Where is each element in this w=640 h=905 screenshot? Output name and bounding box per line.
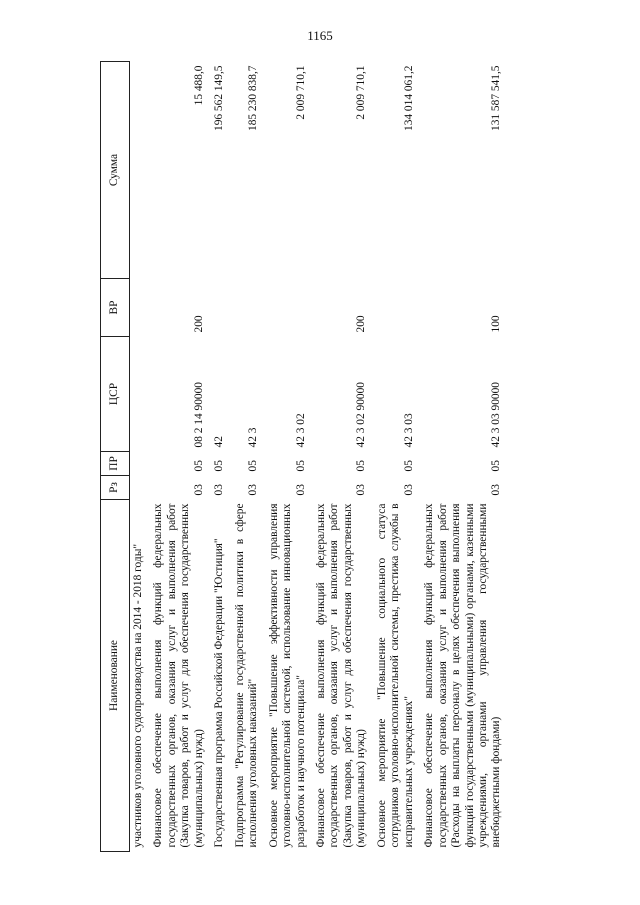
header-name: Наименование [101,500,130,852]
row-name: Финансовое обеспечение выполнения функций федеральных государственных органов, оказания услуг и выполнения работ (Закупка товаров, работ и услуг для обеспечения государственных (муниципальных) нужд) [152,503,205,848]
table-row [208,62,228,852]
table-row [263,62,310,852]
row-sum: 15 488,0 [192,65,205,106]
row-rz: 03 [213,484,226,496]
table-row [418,62,506,852]
header-csr: ЦСР [101,337,130,452]
table-row [371,62,418,852]
row-pr: 05 [355,460,368,472]
row-name: Государственная программа Российской Федерации "Юстиция" [213,538,226,848]
row-name: Подпрограмма "Регулирование государственной политики в сфере исполнения уголовных наказаний" [233,503,260,848]
row-pr: 05 [213,460,226,472]
row-csr: 42 3 02 [294,413,307,448]
row-pr: 05 [247,460,260,472]
row-name: Основное мероприятие "Повышение эффективности управления уголовно-исполнительной системой, использование инновационных разработок и научного потенциала" [267,503,307,848]
table-row [310,62,371,852]
row-sum: 185 230 838,7 [247,65,260,131]
rotated-page-content [100,62,630,852]
header-pr: ПР [101,452,130,476]
row-csr: 08 2 14 90000 [192,382,205,448]
row-rz: 03 [355,484,368,496]
row-vr [371,279,418,337]
table-row [130,62,148,852]
row-sum: 196 562 149,5 [213,65,226,131]
row-vr: 100 [490,315,503,333]
table-row [147,62,208,852]
row-name: участников уголовного судопроизводства на 2014 - 2018 годы" [132,543,144,848]
row-rz: 03 [192,484,205,496]
row-csr: 42 3 03 [402,413,415,448]
row-vr [130,279,148,337]
row-name: Финансовое обеспечение выполнения функций федеральных государственных органов, оказания услуг и выполнения работ (Закупка товаров, работ и услуг для обеспечения государственных (муниципальных) нужд) [314,503,368,848]
row-pr [130,452,148,476]
table-row [229,62,263,852]
row-vr [263,279,310,337]
page-number: 1165 [307,28,333,43]
row-vr [208,279,228,337]
row-sum: 131 587 541,5 [490,65,503,131]
row-rz: 03 [294,484,307,496]
row-csr [130,337,148,452]
row-vr: 200 [192,315,205,333]
row-pr: 05 [490,460,503,472]
header-vr: ВР [101,279,130,337]
row-sum: 2 009 710,1 [294,65,307,120]
row-sum: 2 009 710,1 [355,65,368,120]
row-pr: 05 [402,460,415,472]
row-csr: 42 [213,436,226,448]
table-header-row [101,62,130,852]
row-pr: 05 [294,460,307,472]
header-sum: Сумма [101,62,130,279]
header-rz: Рз [101,476,130,500]
row-pr: 05 [192,460,205,472]
row-csr: 42 3 03 90000 [490,382,503,448]
row-rz [130,476,148,500]
row-name: Основное мероприятие "Повышение социального статуса сотрудников уголовно-исполнительной системы, престижа службы в исправительных учреждениях" [375,503,415,848]
row-vr: 200 [355,315,368,333]
row-csr: 42 3 [247,427,260,448]
budget-table [100,61,506,852]
row-name: Финансовое обеспечение выполнения функций федеральных государственных органов, оказания услуг и выполнения работ (Расходы на выплаты персоналу в целях обеспечения выполнения функций государственными (муниципальными) органами, казенными учреждениями, органами управления государственными внебюджетными фондами) [423,503,503,848]
row-rz: 03 [490,484,503,496]
row-rz: 03 [402,484,415,496]
row-rz: 03 [247,484,260,496]
row-vr [229,279,263,337]
row-sum [130,62,148,279]
row-csr: 42 3 02 90000 [355,382,368,448]
row-sum: 134 014 061,2 [402,65,415,131]
